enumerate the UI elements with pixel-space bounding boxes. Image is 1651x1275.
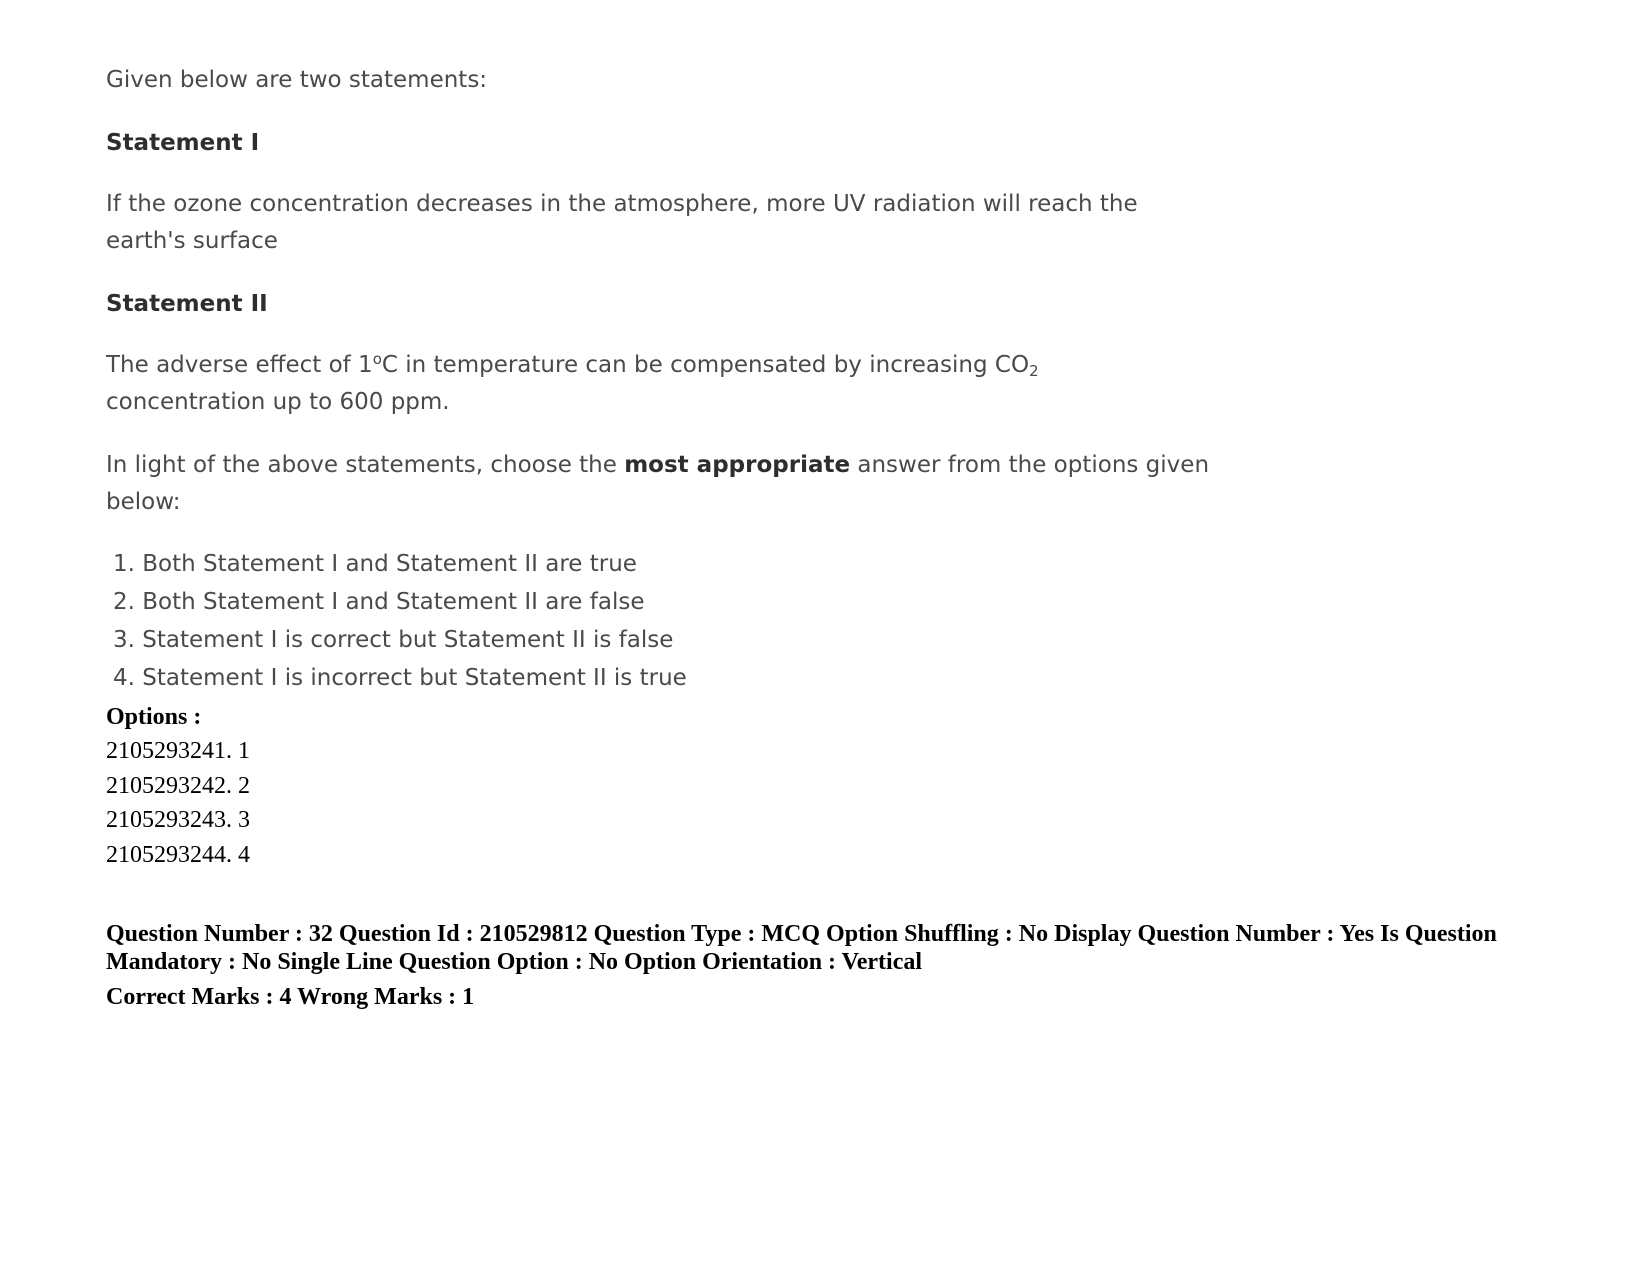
options-section xyxy=(106,700,1626,872)
question-info xyxy=(106,920,1626,1012)
choice-item: 3. Statement I is correct but Statement II is false xyxy=(113,627,674,653)
question-info-line-1: Question Number : 32 Question Id : 210529812 Question Type : MCQ Option Shuffling : No Display Question Number : Yes Is Question xyxy=(106,921,1497,947)
question-info-line-2: Mandatory : No Single Line Question Option : No Option Orientation : Vertical xyxy=(106,949,923,975)
options-label: Options : xyxy=(106,704,202,730)
degree-superscript: o xyxy=(372,350,382,368)
statement-1-heading: Statement I xyxy=(106,130,260,156)
statement-1-line-1: If the ozone concentration decreases in the atmosphere, more UV radiation will reach the xyxy=(106,191,1138,217)
prompt-bold: most appropriate xyxy=(624,452,851,478)
option-item: 2105293242. 2 xyxy=(106,772,250,799)
option-item: 2105293244. 4 xyxy=(106,841,250,868)
question-intro: Given below are two statements: xyxy=(106,67,488,93)
option-item: 2105293243. 3 xyxy=(106,807,250,833)
statement-2-pre: The adverse effect of 1 xyxy=(106,352,373,378)
statement-1-line-2: earth's surface xyxy=(106,228,278,254)
choice-list xyxy=(106,545,1256,697)
choice-item: 2. Both Statement I and Statement II are false xyxy=(113,589,645,615)
statement-2-line-2: concentration up to 600 ppm. xyxy=(106,389,450,415)
option-item: 2105293241. 1 xyxy=(106,738,250,764)
question-content xyxy=(106,62,1256,697)
statement-2-mid: C in temperature can be compensated by increasing CO xyxy=(381,352,1030,378)
prompt-line-2: below: xyxy=(106,489,181,515)
statement-2-heading: Statement II xyxy=(106,291,268,317)
statement-2-text xyxy=(106,347,1256,421)
statement-1-text xyxy=(106,186,1256,260)
marks-line: Correct Marks : 4 Wrong Marks : 1 xyxy=(106,984,475,1010)
prompt-pre: In light of the above statements, choose the xyxy=(106,452,625,478)
co2-subscript: 2 xyxy=(1029,362,1039,380)
prompt-post: answer from the options given xyxy=(850,452,1210,478)
choice-item: 4. Statement I is incorrect but Statement II is true xyxy=(113,665,687,691)
choice-item: 1. Both Statement I and Statement II are true xyxy=(113,551,637,577)
question-prompt xyxy=(106,447,1256,521)
